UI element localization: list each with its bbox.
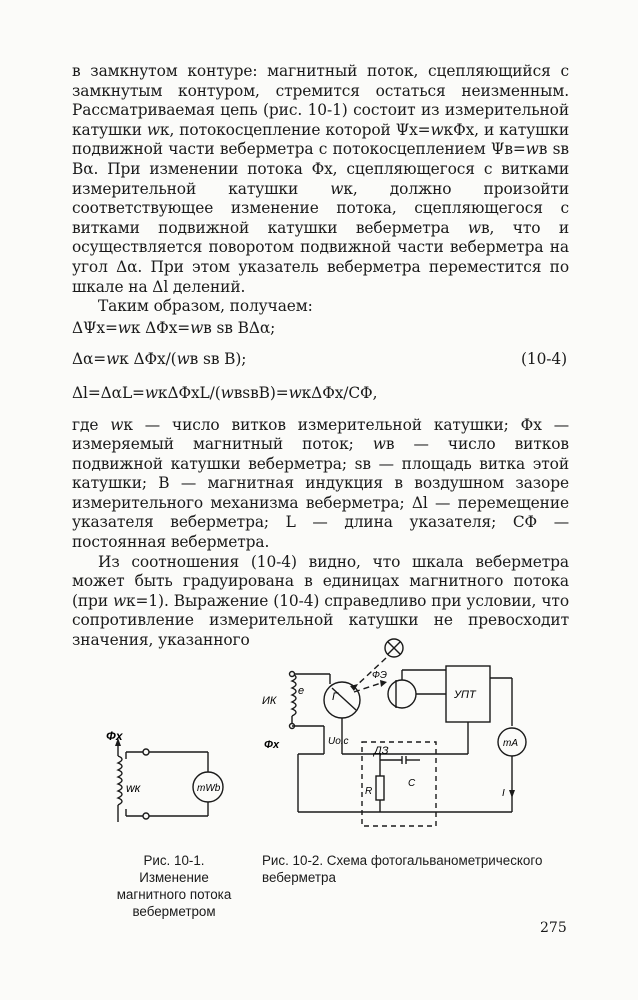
- equation-3-text: Δl=ΔαL=𝑤кΔΦxL/(𝑤вsвB)=𝑤кΔΦx/CΦ,: [72, 383, 378, 402]
- label-r: R: [365, 786, 373, 797]
- label-i: I: [502, 788, 505, 799]
- label-c: C: [408, 778, 416, 789]
- equation-3: [72, 384, 569, 404]
- photocell-icon: [388, 680, 416, 708]
- light-beam-out: [354, 682, 384, 692]
- equation-2-text: Δα=𝑤к ΔΦx/(𝑤в sв B);: [72, 350, 247, 369]
- terminal-bottom: [143, 813, 149, 819]
- page-number: 275: [540, 920, 567, 936]
- label-ik: ИК: [262, 695, 277, 707]
- body-text: [72, 62, 569, 651]
- terminal-top: [143, 749, 149, 755]
- label-upt: УПТ: [454, 689, 476, 701]
- equation-1-text: ΔΨx=𝑤к ΔΦx=𝑤в sв BΔα;: [72, 318, 276, 337]
- paragraph-4: Из соотношения (10-4) видно, что шкала веберметра может быть градуирована в единицах магнитного потока (при 𝑤к=1). Выражение (10-4) справедливо при условии, что сопротивление измерительной катушки не превосходит значения, указанного: [72, 552, 569, 650]
- label-fe: ФЭ: [372, 670, 387, 681]
- resistor-r: [376, 776, 384, 800]
- equation-2: [72, 350, 569, 370]
- measuring-coil-ik: [292, 674, 296, 716]
- fig1-phi-label: Φx: [106, 729, 123, 743]
- label-e: e: [298, 685, 305, 697]
- equation-number: (10-4): [521, 350, 567, 369]
- figure-10-2: [258, 630, 558, 840]
- label-ma: mA: [503, 738, 518, 749]
- label-uoc: Uо.с: [328, 736, 349, 747]
- label-dz: ДЗ: [374, 745, 389, 757]
- equation-1: [72, 319, 569, 339]
- label-phi: Φx: [264, 739, 280, 751]
- figure-1-caption: Рис. 10-1. Изменение магнитного потока веберметром: [116, 853, 232, 919]
- paragraph-1: в замкнутом контуре: магнитный поток, сцепляющийся с замкнутым контуром, стремится остаться неизменным. Рассматриваемая цепь (рис. 10-1) состоит из измерительной катушки 𝑤к, потокосцепление которой Ψx=𝑤кΦx, и катушки подвижной части веберметра с потокосцеплением Ψв=𝑤в sв Bα. При изменении потока Φx, сцепляющегося с витками измерительной катушки 𝑤к, должно произойти соответствующее изменение потока, сцепляющегося с витками подвижной катушки веберметра 𝑤в, что и осуществляется поворотом подвижной части веберметра на угол Δα. При этом указатель веберметра переместится по шкале на Δl делений.: [72, 62, 569, 296]
- paragraph-2: Таким образом, получаем:: [98, 297, 313, 316]
- fig1-meter-label: mWb: [197, 783, 221, 794]
- measuring-coil: [118, 756, 122, 805]
- figure-2-caption: Рис. 10-2. Схема фотогальванометрического веберметра: [262, 853, 543, 885]
- label-g: Г: [332, 691, 338, 703]
- fig1-coil-label: wк: [126, 781, 141, 795]
- paragraph-3: где 𝑤к — число витков измерительной катушки; Φx — измеряемый магнитный поток; 𝑤в — число витков подвижной катушки веберметра; sв — площадь витка этой катушки; B — магнитная индукция в воздушном зазоре измерительного механизма веберметра; Δl — перемещение указателя веберметра; L — длина указателя; CΦ — постоянная веберметра.: [72, 415, 569, 552]
- figure-10-1: [100, 726, 230, 846]
